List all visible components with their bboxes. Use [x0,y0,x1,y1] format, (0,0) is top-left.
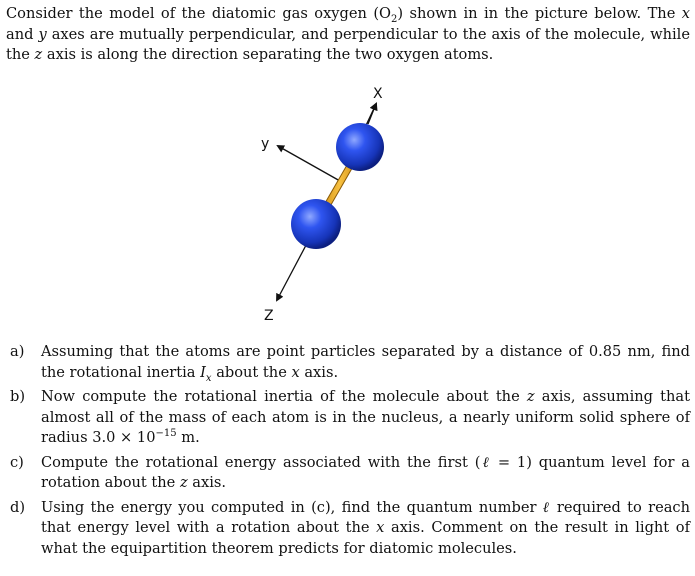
question-d-text-3: axis. Comment on the result in light of what the equipartition theorem predicts for diatomic molecules. [41,519,690,557]
intro-text-2: and [6,25,39,43]
intro-text-3: axis is along the direction separating the two oxygen atoms. [42,46,494,63]
intro-text-1: Consider the model of the diatomic gas oxygen (O [6,5,392,22]
z-axis-label: Z [264,308,274,324]
oxygen-atom-top [336,123,384,171]
x-axis-label: X [373,86,383,102]
question-c-text-3: axis. [187,474,227,491]
question-b [10,387,690,449]
question-b-text-1: Now compute the rotational inertia of the molecule about the [41,388,527,405]
question-a-text-3: axis. [299,363,339,381]
question-d-var: x [376,519,385,536]
question-b-var: z [526,388,535,405]
question-b-text-3: m. [176,429,200,446]
question-c-ell: ℓ [480,453,491,471]
question-a [10,342,690,383]
question-d-text-2: required to reach that energy level with a rotation about the [41,498,690,536]
y-axis-arrow [278,146,340,181]
question-d-ell: ℓ [542,498,551,516]
question-c [10,453,690,494]
x-axis-arrow-tip [368,104,376,124]
question-list [10,342,690,563]
question-c-var: z [179,474,188,491]
problem-intro [6,4,690,66]
question-c-label: c) [10,453,24,471]
question-a-var: x [291,363,300,381]
y-axis-label: y [261,136,270,152]
intro-var-z: z [34,46,43,63]
molecule-figure [250,78,410,328]
question-d-label: d) [10,498,26,516]
molecule-diagram [250,78,410,328]
question-b-exponent: −15 [155,428,177,440]
oxygen-atom-bottom [291,199,341,249]
question-d [10,498,690,560]
question-b-text-2: axis, assuming that almost all of the mass of each atom is in the nucleus, a nearly uniform solid sphere of radius 3.0 × 10 [41,388,690,446]
question-a-symbol-sub: x [205,372,212,384]
question-b-label: b) [10,388,26,405]
question-c-text-1: Compute the rotational energy associated with the first ( [41,453,481,471]
question-a-text-2: about the [211,363,292,381]
question-c-text-2: = 1) quantum level for a rotation about the [41,453,690,491]
intro-text-1b: ) shown in in the picture below. The [397,5,682,22]
question-a-symbol: I [200,363,206,381]
question-d-text-1: Using the energy you computed in (c), find the quantum number [41,498,543,516]
intro-subscript-2: 2 [391,13,398,25]
intro-text-2b: axes are mutually perpendicular, and perpendicular to the axis of the molecule, while the [6,25,690,63]
intro-var-y: y [38,25,47,43]
question-a-label: a) [10,343,25,360]
intro-var-x: x [681,5,690,22]
question-a-text-1: Assuming that the atoms are point particles separated by a distance of 0.85 nm, find the rotational inertia [41,343,690,381]
